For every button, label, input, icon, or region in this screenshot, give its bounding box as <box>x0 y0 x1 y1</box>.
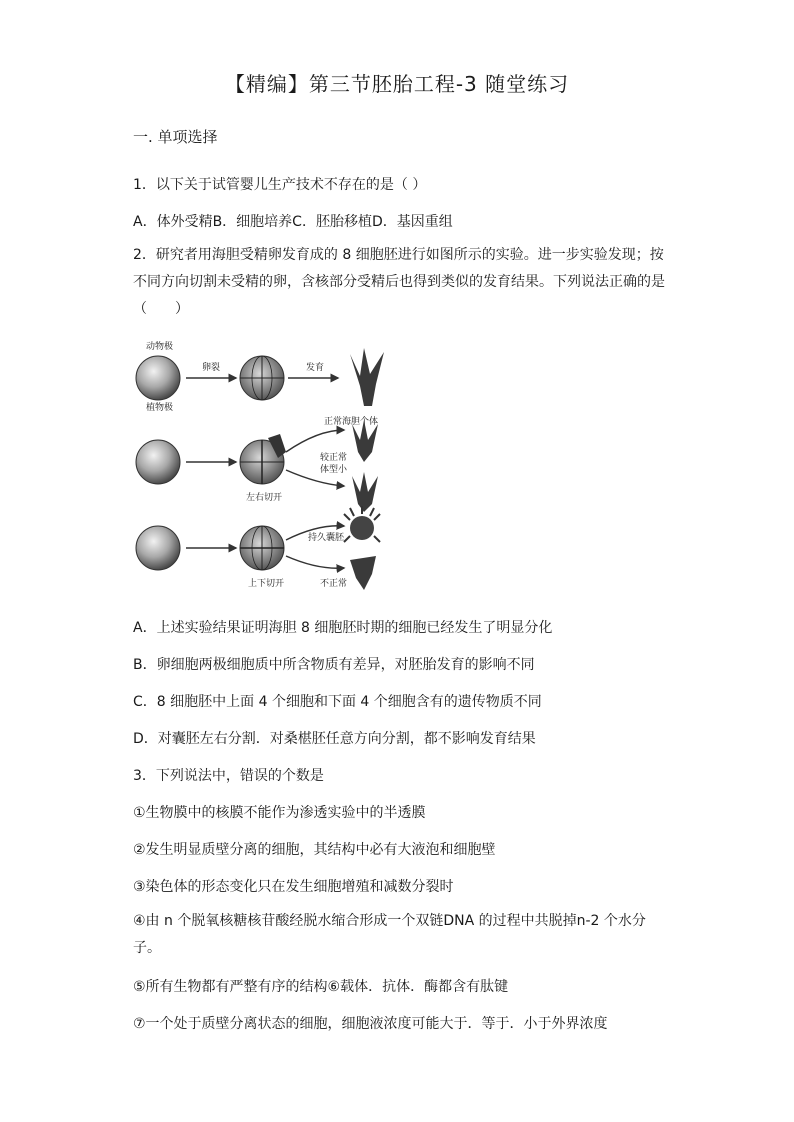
experiment-diagram <box>128 334 398 596</box>
abnormal-larva <box>350 556 376 590</box>
q2-option-b: B．卵细胞两极细胞质中所含物质有差异，对胚胎发育的影响不同 <box>133 657 535 673</box>
abnormal-label: 不正常 <box>320 579 348 589</box>
lr-cut-label: 左右切开 <box>246 493 283 503</box>
embryo-experiment-figure <box>128 334 398 596</box>
q1-options: A．体外受精B．细胞培养C．胚胎移植D．基因重组 <box>133 214 453 230</box>
q3-item-7: ⑦一个处于质壁分离状态的细胞，细胞液浓度可能大于．等于．小于外界浓度 <box>133 1016 608 1032</box>
vegetal-pole-label: 植物极 <box>146 403 174 413</box>
q3-item-3: ③染色体的形态变化只在发生细胞增殖和减数分裂时 <box>133 879 454 895</box>
lr-cut-embryo <box>240 434 286 484</box>
normal-larva <box>350 348 384 406</box>
q3-item-2: ②发生明显质壁分离的细胞，其结构中必有大液泡和细胞壁 <box>133 842 496 858</box>
q2-option-d: D．对囊胚左右分割．对桑椹胚任意方向分割，都不影响发育结果 <box>133 731 536 747</box>
egg-row2 <box>136 440 180 484</box>
page-title: 【精编】第三节胚胎工程-3 随堂练习 <box>224 72 570 96</box>
smaller-label-2: 体型小 <box>320 465 348 475</box>
persistent-label: 持久囊胚 <box>308 533 345 543</box>
q3-stem: 3．下列说法中，错误的个数是 <box>133 768 324 784</box>
normal-label: 正常海胆个体 <box>324 417 379 427</box>
eight-cell-embryo-row1 <box>240 356 284 400</box>
q1-stem: 1．以下关于试管婴儿生产技术不存在的是（ ） <box>133 177 427 193</box>
q3-item-1: ①生物膜中的核膜不能作为渗透实验中的半透膜 <box>133 805 426 821</box>
small-larva-2 <box>352 472 378 512</box>
cleavage-label: 卵裂 <box>202 363 221 373</box>
section-heading: 一. 单项选择 <box>133 128 218 146</box>
arrow-ud-down <box>286 556 344 568</box>
persistent-blastula <box>344 506 380 542</box>
arrow-lr-up <box>286 430 344 452</box>
egg-row1 <box>136 356 180 400</box>
develop-label: 发育 <box>306 363 325 373</box>
ud-cut-embryo <box>240 526 284 570</box>
q3-item-4: ④由 n 个脱氧核糖核苷酸经脱水缩合形成一个双链DNA 的过程中共脱掉n-2 个水分子。 <box>133 913 646 956</box>
q2-stem: 2．研究者用海胆受精卵发育成的 8 细胞胚进行如图所示的实验。进一步实验发现；按不同方向切割未受精的卵，含核部分受精后也得到类似的发育结果。下列说法正确的是（ ） <box>133 247 665 317</box>
smaller-label: 较正常 <box>320 453 348 463</box>
egg-row3 <box>136 526 180 570</box>
q3-item-5: ⑤所有生物都有严整有序的结构⑥载体．抗体．酶都含有肽键 <box>133 979 509 995</box>
animal-pole-label: 动物极 <box>146 342 174 352</box>
q2-option-a: A．上述实验结果证明海胆 8 细胞胚时期的细胞已经发生了明显分化 <box>133 620 553 636</box>
ud-cut-label: 上下切开 <box>248 579 285 589</box>
q2-option-c: C．8 细胞胚中上面 4 个细胞和下面 4 个细胞含有的遗传物质不同 <box>133 694 542 710</box>
